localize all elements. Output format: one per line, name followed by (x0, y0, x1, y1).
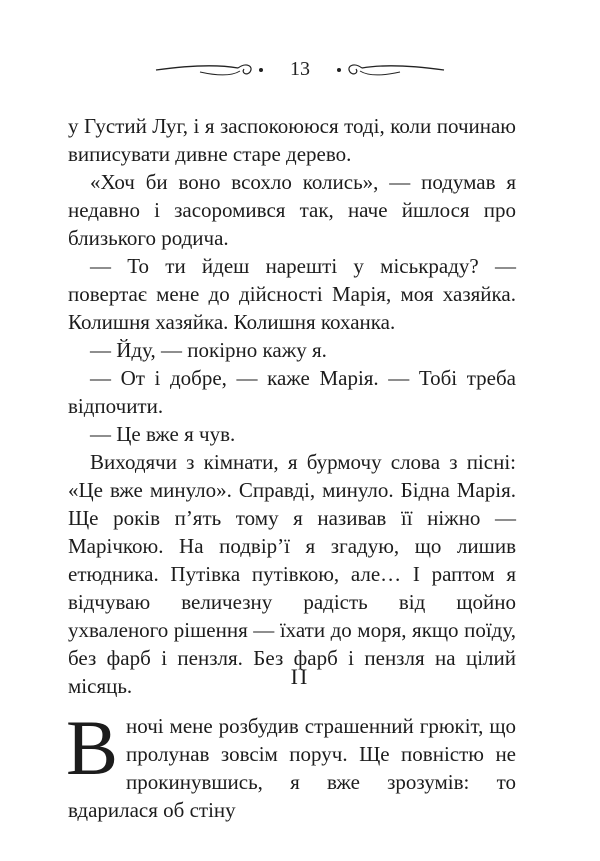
paragraph: — То ти йдеш нарешті у міськраду? — повертає мене до дійсності Марія, моя хазяйка. Колишня хазяйка. Колишня коханка. (68, 254, 516, 334)
paragraph: Виходячи з кімнати, я бурмочу слова з пісні: «Це вже минуло». Справді, минуло. Бідна Марія. Ще років п’ять тому я називав її ніжно — Марічкою. На подвір’ї я згадую, що лишив етюдника. Путівка путівкою, але… І раптом я відчуваю величезну радість від щойно ухваленого рішення — їхати до моря, якщо поїду, без фарб і пензля. Без фарб і пензля на цілий місяць. (68, 450, 516, 698)
paragraph: «Хоч би воно всохло колись», — подумав я недавно і засоромився так, наче йшлося про близького родича. (68, 170, 516, 250)
section-body (66, 704, 516, 824)
paragraph: — Це вже я чув. (90, 422, 236, 446)
body-text (68, 112, 516, 700)
page-number: 13 (290, 58, 310, 80)
paragraph: у Густий Луг, і я заспокоююся тоді, коли починаю виписувати дивне старе дерево. (68, 114, 516, 166)
paragraph: — Йду, — покірно кажу я. (90, 338, 327, 362)
section-heading: II (290, 664, 310, 689)
paragraph: — От і добре, — каже Марія. — Тобі треба відпочити. (68, 366, 516, 418)
paragraph: ночі мене розбудив страшенний грюкіт, що пролунав зовсім поруч. Ще повністю не прокинувшись, я вже зрозумів: то вдарилася об стіну (68, 714, 516, 822)
drop-cap: В (66, 704, 119, 791)
